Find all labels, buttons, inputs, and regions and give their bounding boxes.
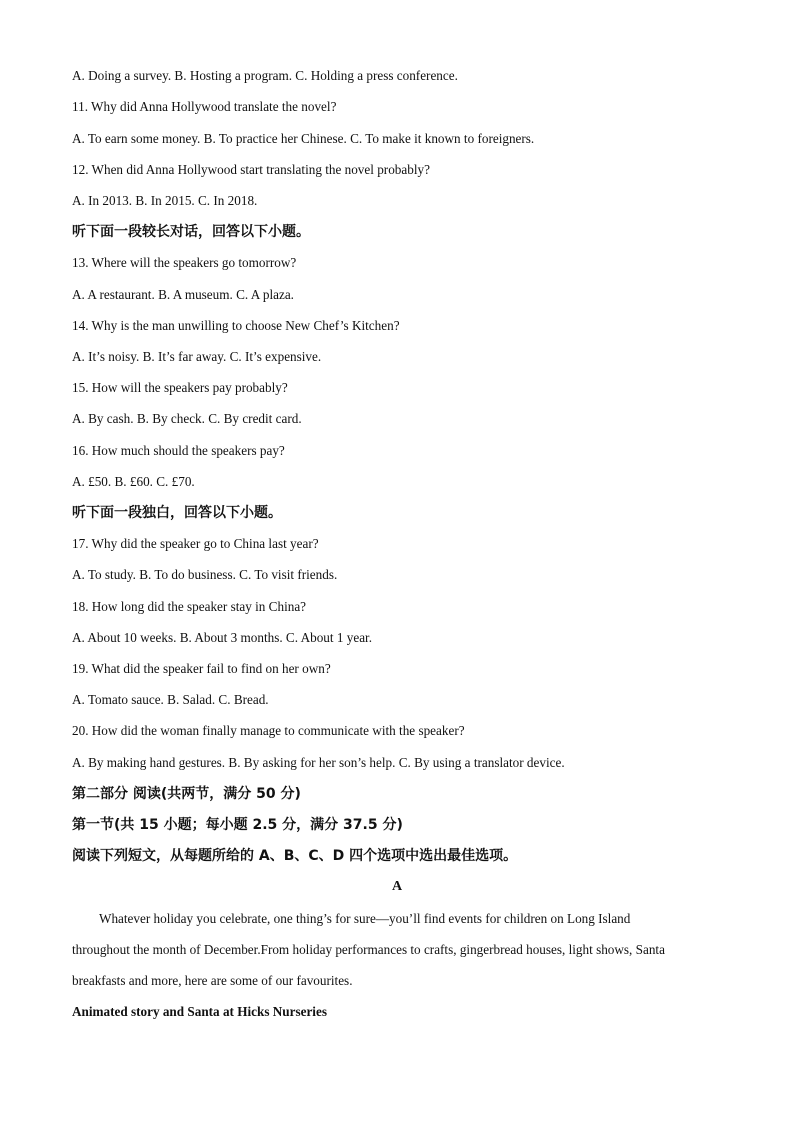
passage-paragraph-line-2: throughout the month of December.From holiday performances to crafts, gingerbread houses, light shows, Santa (72, 942, 665, 957)
question-20: 20. How did the woman finally manage to communicate with the speaker? (72, 723, 465, 738)
reading-instruction: 阅读下列短文，从每题所给的 A、B、C、D 四个选项中选出最佳选项。 (72, 848, 518, 864)
answer-options-14: A. It’s noisy. B. It’s far away. C. It’s expensive. (72, 349, 322, 364)
answer-options-18: A. About 10 weeks. B. About 3 months. C. About 1 year. (72, 630, 373, 645)
question-16: 16. How much should the speakers pay? (72, 443, 285, 458)
question-14: 14. Why is the man unwilling to choose New Chef’s Kitchen? (72, 318, 400, 333)
answer-options-11: A. To earn some money. B. To practice her Chinese. C. To make it known to foreigners. (72, 131, 535, 146)
answer-options-10: A. Doing a survey. B. Hosting a program. C. Holding a press conference. (72, 68, 458, 83)
part-two-heading: 第二部分 阅读(共两节，满分 50 分) (72, 786, 301, 802)
answer-options-12: A. In 2013. B. In 2015. C. In 2018. (72, 193, 258, 208)
section-instruction-dialogue: 听下面一段较长对话，回答以下小题。 (72, 224, 310, 240)
question-13: 13. Where will the speakers go tomorrow? (72, 255, 297, 270)
answer-options-15: A. By cash. B. By check. C. By credit card. (72, 411, 302, 426)
answer-options-19: A. Tomato sauce. B. Salad. C. Bread. (72, 692, 269, 707)
answer-options-17: A. To study. B. To do business. C. To visit friends. (72, 567, 338, 582)
passage-subheading: Animated story and Santa at Hicks Nurseries (72, 1004, 327, 1019)
question-11: 11. Why did Anna Hollywood translate the novel? (72, 99, 337, 114)
passage-paragraph-line-3: breakfasts and more, here are some of our favourites. (72, 973, 353, 988)
answer-options-13: A. A restaurant. B. A museum. C. A plaza. (72, 287, 294, 302)
section-one-heading: 第一节(共 15 小题；每小题 2.5 分，满分 37.5 分) (72, 817, 403, 833)
question-18: 18. How long did the speaker stay in China? (72, 599, 307, 614)
question-15: 15. How will the speakers pay probably? (72, 380, 288, 395)
question-17: 17. Why did the speaker go to China last year? (72, 536, 319, 551)
question-12: 12. When did Anna Hollywood start translating the novel probably? (72, 162, 430, 177)
question-19: 19. What did the speaker fail to find on her own? (72, 661, 331, 676)
passage-paragraph-line-1: Whatever holiday you celebrate, one thing’s for sure—you’ll find events for children on Long Island (99, 911, 631, 926)
answer-options-20: A. By making hand gestures. B. By asking for her son’s help. C. By using a translator device. (72, 755, 565, 770)
passage-title: A (391, 879, 403, 894)
section-instruction-monologue: 听下面一段独白，回答以下小题。 (72, 505, 282, 521)
answer-options-16: A. £50. B. £60. C. £70. (72, 474, 195, 489)
